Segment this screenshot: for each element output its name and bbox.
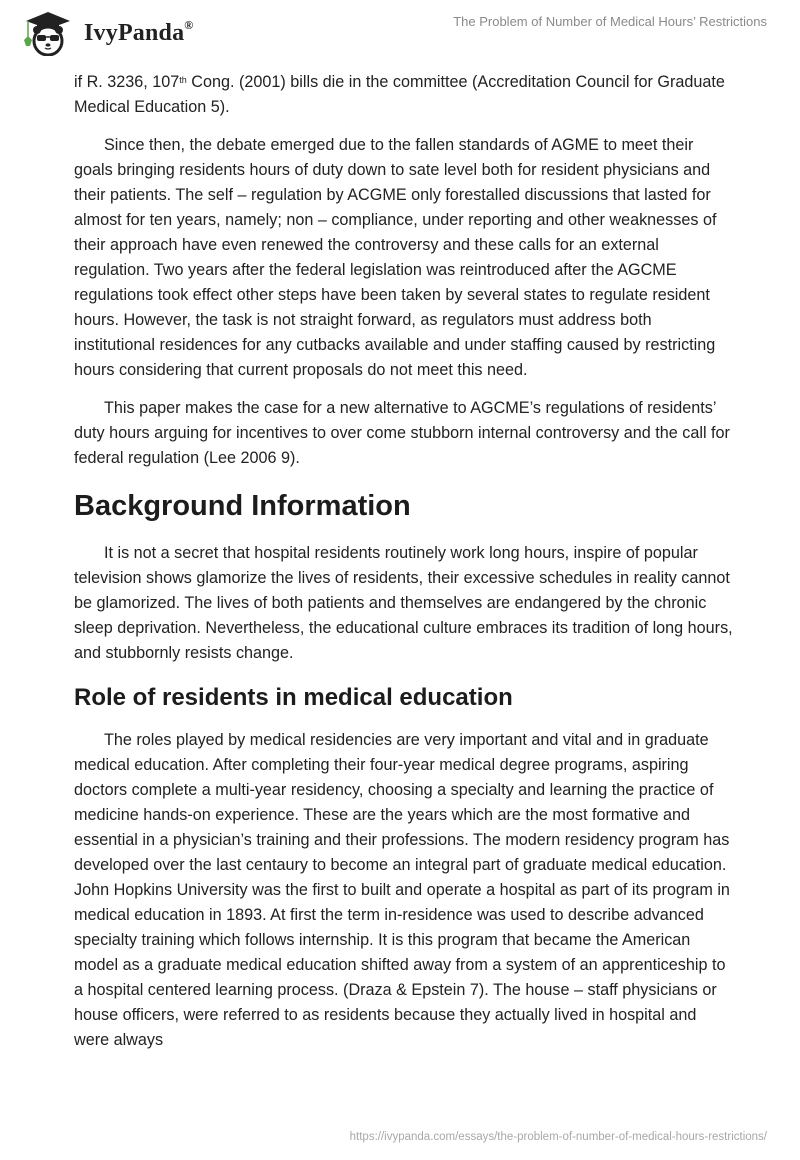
page-header	[0, 0, 800, 52]
panda-graduate-icon	[18, 8, 76, 56]
paragraph-background: It is not a secret that hospital residents routinely work long hours, inspire of popular television shows glamorize the lives of residents, their excessive schedules in reality cannot be glamorized. The lives of both patients and themselves are endangered by the chronic sleep deprivation. Nevertheless, the educational culture embraces its tradition of long hours, and stubbornly resists change.	[74, 544, 733, 662]
paragraph-debate: Since then, the debate emerged due to the fallen standards of AGME to meet their goals bringing residents hours of duty down to sate level both for resident physicians and their patients. The self – regulation by ACGME only forestalled discussions that lasted for almost for ten years, namely; non – compliance, under reporting and other weaknesses of their approach have even renewed the controversy and these calls for an external regulation. Two years after the federal legislation was reintroduced after the AGCME regulations took effect other steps have been taken by several states to regulate resident hours. However, the task is not straight forward, as regulators must address both institutional residences for any cutbacks available and under staffing caused by restricting hours considering that current proposals do not meet this need.	[74, 136, 717, 379]
paragraph-thesis: This paper makes the case for a new alternative to AGCME’s regulations of residents’ duty hours arguing for incentives to over come stubborn internal controversy and the call for federal regulation (Lee 2006 9).	[74, 399, 730, 467]
heading-background-information: Background Information	[74, 490, 411, 522]
document-title: The Problem of Number of Medical Hours’ Restrictions	[453, 14, 767, 29]
brand-logo[interactable]	[18, 8, 193, 56]
paragraph-citation: if R. 3236, 107th Cong. (2001) bills die in the committee (Accreditation Council for Graduate Medical Education 5).	[74, 73, 725, 116]
paragraph-role: The roles played by medical residencies are very important and vital and in graduate medical education. After completing their four-year medical degree programs, aspiring doctors complete a multi-year residency, choosing a specialty and learning the practice of medicine hands-on experience. These are the years which are the most formative and essential in a physician’s training and their professions. The modern residency program has developed over the last centaury to become an integral part of graduate medical education. John Hopkins University was the first to built and operate a hospital as part of its program in medical education in 1893. At first the term in-residence was used to describe advanced specialty training which follows internship. It is this program that became the American model as a graduate medical education shifted away from a system of an apprenticeship to a hospital centered learning process. (Draza & Epstein 7). The house – staff physicians or house officers, were referred to as residents because they actually lived in hospital and were always	[74, 731, 730, 1049]
heading-role-of-residents: Role of residents in medical education	[74, 684, 513, 711]
source-url[interactable]: https://ivypanda.com/essays/the-problem-of-number-of-medical-hours-restrictions/	[349, 1131, 767, 1143]
essay-content	[74, 70, 734, 1066]
brand-name: IvyPanda®	[84, 17, 194, 46]
